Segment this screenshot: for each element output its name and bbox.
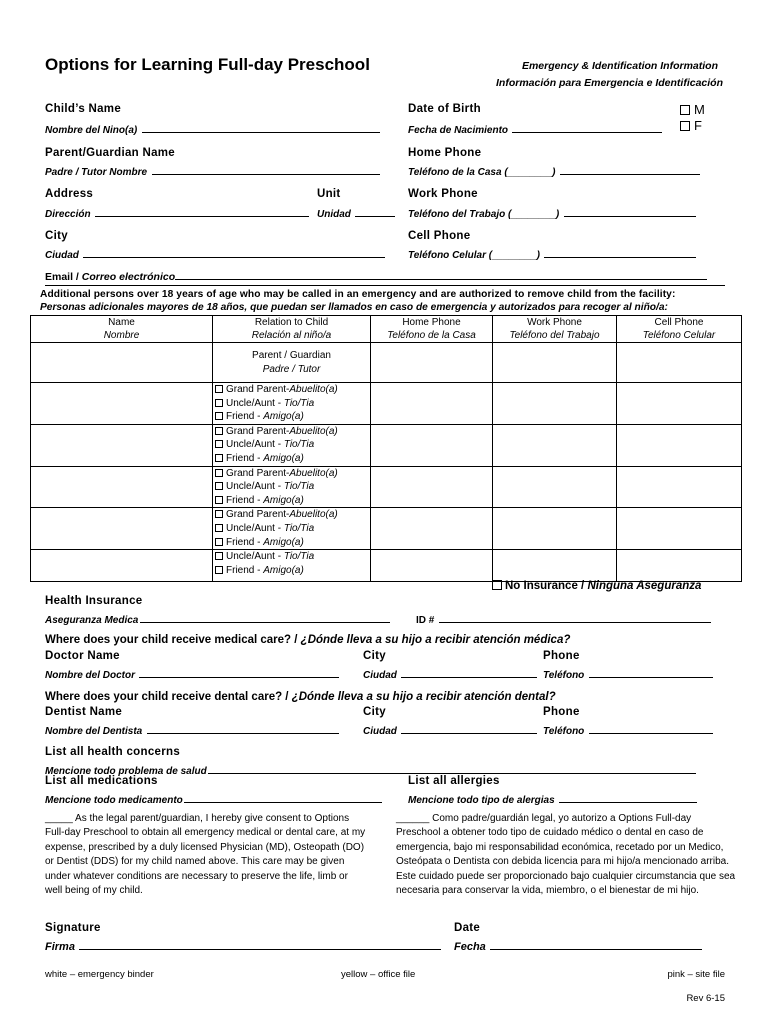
medications-label-es: Mencione todo medicamento [45, 795, 183, 806]
doctor-phone-field[interactable] [543, 665, 713, 683]
city-field[interactable] [45, 245, 385, 263]
work-phone-field[interactable] [408, 204, 696, 222]
cell-phone-cell[interactable] [617, 466, 742, 508]
work-phone-label: Work Phone [408, 188, 478, 200]
option-friend[interactable]: Friend - Amigo(a) [213, 410, 370, 424]
table-header-row [31, 316, 742, 343]
address-field[interactable] [45, 204, 309, 222]
checkbox-icon [492, 580, 502, 590]
name-cell[interactable] [31, 383, 213, 425]
relation-options-cell [213, 466, 371, 508]
unit-field[interactable] [317, 204, 395, 222]
table-row [31, 508, 742, 550]
checkbox-icon [215, 427, 223, 435]
dentist-city-label-es: Ciudad [363, 726, 397, 737]
col-header-work-phone: Work Phone Teléfono del Trabajo [493, 316, 617, 343]
table-row [31, 550, 742, 582]
cell-phone-field[interactable] [408, 245, 696, 263]
insurance-id-field[interactable] [416, 610, 711, 628]
home-phone-cell[interactable] [371, 550, 493, 582]
home-phone-cell[interactable] [371, 424, 493, 466]
home-phone-cell[interactable] [371, 343, 493, 383]
dentist-phone-label-es: Teléfono [543, 726, 585, 737]
medical-question: Where does your child receive medical care? / ¿Dónde lleva a su hijo a recibir atención médica? [45, 634, 571, 646]
dentist-label: Dentist Name [45, 706, 123, 718]
doctor-label-es: Nombre del Doctor [45, 670, 136, 681]
allergies-field[interactable] [408, 790, 697, 808]
name-cell[interactable] [31, 343, 213, 383]
home-phone-cell[interactable] [371, 466, 493, 508]
col-header-name: Name Nombre [31, 316, 213, 343]
option-grandparent[interactable]: Grand Parent-Abuelito(a) [213, 383, 370, 397]
consent-text-es: ______ Como padre/guardián legal, yo autorizo a Options Full-day Preschool a obtener todo tipo de cuidado médico o dental en caso de emergencia, bajo mi responsabilidad económica, recetado por un Medico, Osteópata o Dentista con debida licencia para mi hijo/a mencionado arriba. Este cuidado puede ser proporcionado bajo cualquier circumstancia que sea necesaria para conservar la vida, miembro, o el bienestar de mi hijo. [396, 813, 736, 897]
option-uncle-aunt[interactable]: Uncle/Aunt - Tio/Tia [213, 480, 370, 494]
dentist-city-label: City [363, 706, 386, 718]
relation-options-cell [213, 550, 371, 582]
consent-text-en: _____ As the legal parent/guardian, I hereby give consent to Options Full-day Preschool to obtain all emergency medical or dental care, at my expense, prescribed by a duly licensed Physician (MD), Osteopath (DO) or Dentist (DDS) for my child named above. This care may be given under whatever conditions are necessary to preserve the life, limb or well being of my child. [45, 813, 366, 897]
authorized-line-en: Additional persons over 18 years of age who may be called in an emergency and are authorized to remove child from the facility: [40, 289, 676, 300]
col-header-relation: Relation to Child Relación al niño/a [213, 316, 371, 343]
medications-field[interactable] [45, 790, 382, 808]
table-row [31, 343, 742, 383]
insurance-label-es: Aseguranza Medica [45, 615, 139, 626]
doctor-phone-label-es: Teléfono [543, 670, 585, 681]
home-phone-label: Home Phone [408, 147, 482, 159]
checkbox-icon [215, 482, 223, 490]
subtitle-es: Información para Emergencia e Identificación [496, 77, 723, 89]
work-phone-label-es: Teléfono del Trabajo (________) [408, 209, 560, 220]
option-friend[interactable]: Friend - Amigo(a) [213, 494, 370, 508]
doctor-phone-label: Phone [543, 650, 580, 662]
email-label-es: Correo electrónico [81, 271, 176, 283]
cell-phone-cell[interactable] [617, 424, 742, 466]
checkbox-icon [215, 524, 223, 532]
work-phone-cell[interactable] [493, 343, 617, 383]
checkbox-icon [215, 538, 223, 546]
email-field[interactable] [45, 270, 707, 283]
dentist-phone-label: Phone [543, 706, 580, 718]
dental-question: Where does your child receive dental care? / ¿Dónde lleva a su hijo a recibir atención dental? [45, 691, 556, 703]
work-phone-cell[interactable] [493, 383, 617, 425]
table-row [31, 424, 742, 466]
dob-label-es: Fecha de Nacimiento [408, 125, 509, 136]
checkbox-icon [215, 412, 223, 420]
insurance-field[interactable] [45, 610, 390, 628]
cell-phone-cell[interactable] [617, 508, 742, 550]
divider [45, 285, 725, 286]
dentist-label-es: Nombre del Dentista [45, 726, 143, 737]
health-concerns-label: List all health concerns [45, 746, 181, 758]
checkbox-icon [215, 454, 223, 462]
medications-label: List all medications [45, 775, 158, 787]
footer-pink-copy: pink – site file [667, 969, 725, 980]
sex-f-checkbox[interactable]: F [680, 118, 702, 133]
child-name-label: Child’s Name [45, 103, 122, 115]
cell-phone-cell[interactable] [617, 383, 742, 425]
allergies-label: List all allergies [408, 775, 500, 787]
doctor-label: Doctor Name [45, 650, 120, 662]
dob-label: Date of Birth [408, 103, 481, 115]
option-uncle-aunt[interactable]: Uncle/Aunt - Tio/Tia [213, 522, 370, 536]
parent-label-es: Padre / Tutor Nombre [45, 167, 148, 178]
work-phone-cell[interactable] [493, 508, 617, 550]
subtitle-en: Emergency & Identification Information [521, 60, 718, 72]
option-friend[interactable]: Friend - Amigo(a) [213, 452, 370, 466]
dob-field[interactable] [408, 120, 662, 138]
no-insurance-checkbox[interactable]: No Insurance / Ninguna Aseguranza [492, 580, 701, 592]
signature-field[interactable] [45, 937, 441, 955]
address-label-es: Dirección [45, 209, 91, 220]
cell-phone-label: Cell Phone [408, 230, 471, 242]
checkbox-icon [215, 385, 223, 393]
checkbox-icon [215, 510, 223, 518]
child-name-label-es: Nombre del Nino(a) [45, 125, 138, 136]
option-grandparent[interactable]: Grand Parent-Abuelito(a) [213, 508, 370, 522]
doctor-city-label-es: Ciudad [363, 670, 397, 681]
home-phone-label-es: Teléfono de la Casa (________) [408, 167, 556, 178]
footer-white-copy: white – emergency binder [45, 969, 154, 980]
checkbox-icon [215, 399, 223, 407]
option-uncle-aunt[interactable]: Uncle/Aunt - Tio/Tia [213, 438, 370, 452]
signature-label-es: Firma [45, 941, 75, 953]
col-header-home-phone: Home Phone Teléfono de la Casa [371, 316, 493, 343]
sex-m-checkbox[interactable]: M [680, 102, 705, 117]
checkbox-icon [680, 121, 690, 131]
option-uncle-aunt[interactable]: Uncle/Aunt - Tio/Tia [213, 397, 370, 411]
doctor-city-field[interactable] [363, 665, 537, 683]
unit-label: Unit [317, 188, 341, 200]
work-phone-cell[interactable] [493, 550, 617, 582]
table-row [31, 466, 742, 508]
home-phone-cell[interactable] [371, 508, 493, 550]
relation-options-cell [213, 508, 371, 550]
doctor-city-label: City [363, 650, 386, 662]
home-phone-cell[interactable] [371, 383, 493, 425]
doctor-field[interactable] [45, 665, 339, 683]
date-label-es: Fecha [454, 941, 486, 953]
checkbox-icon [215, 496, 223, 504]
parent-field[interactable] [45, 162, 380, 180]
option-friend[interactable]: Friend - Amigo(a) [213, 564, 370, 578]
footer-yellow-copy: yellow – office file [341, 969, 416, 980]
checkbox-icon [215, 440, 223, 448]
page-title: Options for Learning Full-day Preschool [45, 55, 370, 74]
work-phone-cell[interactable] [493, 466, 617, 508]
health-concerns-label-es: Mencione todo problema de salud [45, 766, 207, 777]
work-phone-cell[interactable] [493, 424, 617, 466]
revision: Rev 6-15 [686, 993, 725, 1004]
parent-label: Parent/Guardian Name [45, 147, 175, 159]
table-row [31, 383, 742, 425]
child-name-field[interactable] [45, 120, 380, 138]
option-uncle-aunt[interactable]: Uncle/Aunt - Tio/Tia [213, 550, 370, 564]
checkbox-icon [215, 552, 223, 560]
dentist-field[interactable] [45, 721, 339, 739]
name-cell[interactable] [31, 466, 213, 508]
date-field[interactable] [454, 937, 702, 955]
relation-options-cell [213, 424, 371, 466]
checkbox-icon [680, 105, 690, 115]
checkbox-icon [215, 566, 223, 574]
cell-phone-cell[interactable] [617, 550, 742, 582]
insurance-id-label: ID # [416, 615, 435, 626]
authorized-line-es: Personas adicionales mayores de 18 años, que puedan ser llamados en caso de emergencia y autorizados para recoger al niño/a: [40, 302, 668, 313]
address-label: Address [45, 188, 94, 200]
signature-label: Signature [45, 922, 101, 934]
city-label-es: Ciudad [45, 250, 79, 261]
option-grandparent[interactable]: Grand Parent-Abuelito(a) [213, 467, 370, 481]
dentist-city-field[interactable] [363, 721, 537, 739]
relation-parent-cell: Parent / Guardian Padre / Tutor [213, 343, 371, 383]
cell-phone-label-es: Teléfono Celular (________) [408, 250, 540, 261]
home-phone-field[interactable] [408, 162, 700, 180]
authorized-persons-table [30, 315, 742, 582]
dentist-phone-field[interactable] [543, 721, 713, 739]
name-cell[interactable] [31, 424, 213, 466]
relation-options-cell [213, 383, 371, 425]
checkbox-icon [215, 469, 223, 477]
option-friend[interactable]: Friend - Amigo(a) [213, 536, 370, 550]
col-header-cell-phone: Cell Phone Teléfono Celular [617, 316, 742, 343]
option-grandparent[interactable]: Grand Parent-Abuelito(a) [213, 425, 370, 439]
date-label: Date [454, 922, 481, 934]
name-cell[interactable] [31, 550, 213, 582]
city-label: City [45, 230, 68, 242]
name-cell[interactable] [31, 508, 213, 550]
allergies-label-es: Mencione todo tipo de alergias [408, 795, 555, 806]
cell-phone-cell[interactable] [617, 343, 742, 383]
email-label: Email / [45, 271, 82, 283]
insurance-label: Health Insurance [45, 595, 143, 607]
unit-label-es: Unidad [317, 209, 351, 220]
